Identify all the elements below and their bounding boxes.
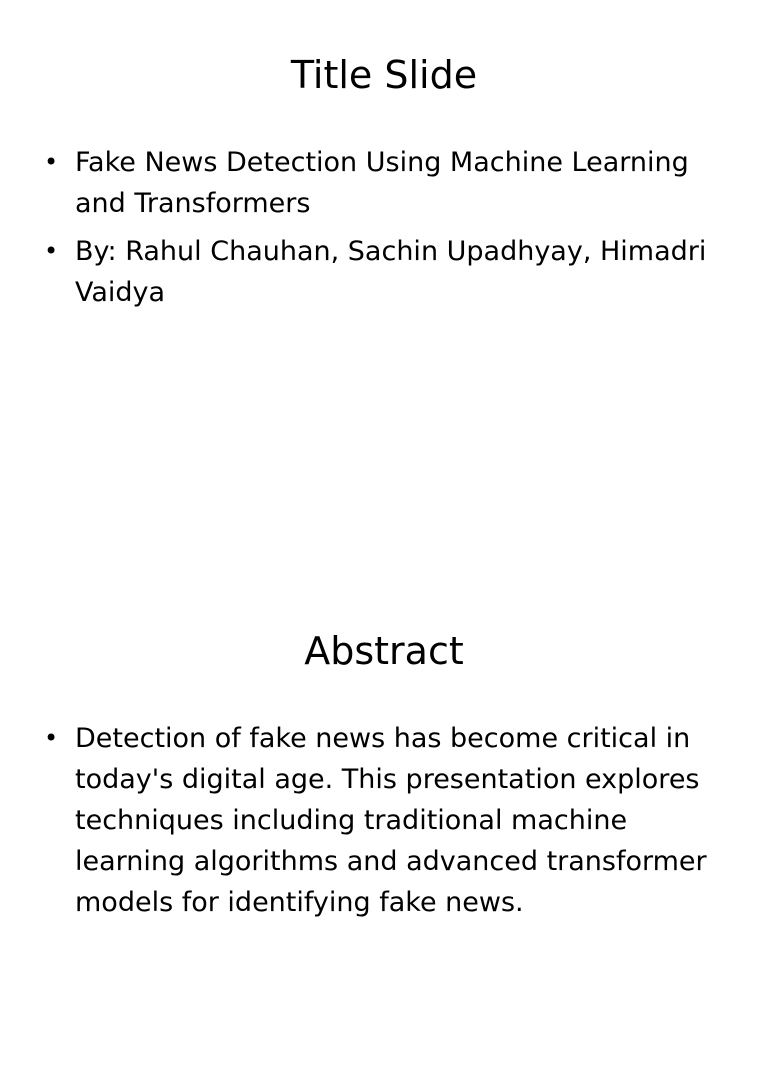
- slide-title: Title Slide: [290, 53, 478, 97]
- bullet-item: [40, 718, 730, 923]
- slide-title: Abstract: [304, 629, 464, 673]
- bullet-item: [40, 142, 730, 224]
- bullet-text: By: Rahul Chauhan, Sachin Upadhyay, Himadri Vaidya: [75, 236, 707, 308]
- bullet-icon: •: [44, 148, 59, 176]
- bullet-icon: •: [44, 237, 59, 265]
- bullet-text: Detection of fake news has become critical in today's digital age. This presentation explores techniques including traditional machine learning algorithms and advanced transformer models for identifying fake news.: [75, 723, 707, 918]
- bullet-icon: •: [44, 724, 59, 752]
- slide-abstract: [0, 576, 768, 1088]
- bullet-item: [40, 231, 730, 313]
- bullet-list: [40, 718, 730, 930]
- slide-title-slide: [0, 0, 768, 512]
- bullet-text: Fake News Detection Using Machine Learning and Transformers: [75, 147, 689, 219]
- bullet-list: [40, 142, 730, 320]
